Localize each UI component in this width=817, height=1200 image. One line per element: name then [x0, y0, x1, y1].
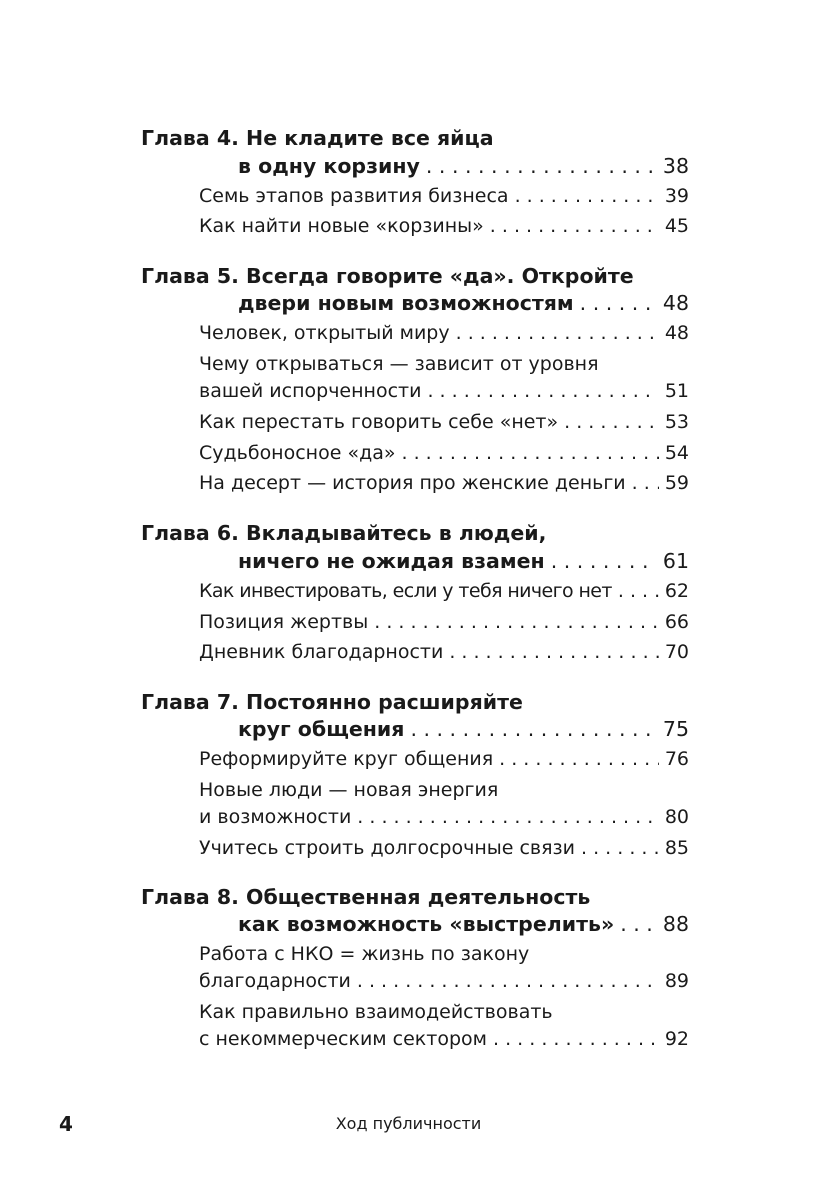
section-title: На десерт — история про женские деньги [199, 472, 626, 494]
chapter-6-title-cont: ничего не ожидая взамен [238, 549, 545, 573]
chapter-4-title-cont: в одну корзину [238, 154, 420, 178]
leader-dots [580, 291, 657, 315]
toc-entry[interactable] [199, 641, 689, 663]
chapter-8-entry[interactable] [238, 912, 689, 936]
page-number: 4 [59, 1112, 73, 1136]
leader-dots [493, 1028, 659, 1050]
section-title-cont: с некоммерческим сектором [199, 1028, 487, 1050]
leader-dots [456, 322, 659, 344]
section-page: 80 [664, 806, 689, 828]
chapter-7-entry[interactable] [238, 717, 689, 741]
chapter-5-title-cont: двери новым возможностям [238, 291, 574, 315]
leader-dots [551, 549, 657, 573]
leader-dots [374, 611, 659, 633]
section-title: Семь этапов развития бизнеса [199, 185, 509, 207]
toc-entry[interactable] [199, 380, 689, 402]
section-title: Как инвестировать, если у тебя ничего нет [199, 580, 612, 602]
chapter-5-title: Глава 5. Всегда говорите «да». Откройте [141, 264, 634, 288]
chapter-7-title-cont: круг общения [238, 717, 405, 741]
section-page: 48 [664, 322, 689, 344]
leader-dots [357, 970, 659, 992]
toc-entry[interactable] [199, 580, 689, 602]
section-title: Реформируйте круг общения [199, 748, 494, 770]
toc-entry[interactable] [199, 806, 689, 828]
section-title: Работа с НКО = жизнь по закону [199, 943, 530, 965]
chapter-8-title-cont: как возможность «выстрелить» [238, 912, 615, 936]
toc-entry[interactable] [199, 185, 689, 207]
section-title: Судьбоносное «да» [199, 442, 396, 464]
toc-entry[interactable] [199, 442, 689, 464]
leader-dots [632, 472, 659, 494]
section-title-cont: и возможности [199, 806, 352, 828]
chapter-4-page: 38 [662, 154, 689, 178]
section-title-cont: благодарности [199, 970, 351, 992]
leader-dots [490, 215, 659, 237]
leader-dots [515, 185, 659, 207]
chapter-4-title: Глава 4. Не кладите все яйца [141, 126, 494, 150]
section-page: 39 [664, 185, 689, 207]
chapter-6-title: Глава 6. Вкладывайтесь в людей, [141, 521, 547, 545]
toc-entry[interactable] [199, 837, 689, 859]
toc-entry[interactable] [199, 215, 689, 237]
leader-dots [402, 442, 659, 464]
chapter-6-entry[interactable] [238, 549, 689, 573]
section-page: 51 [664, 380, 689, 402]
chapter-4-entry[interactable] [238, 154, 689, 178]
section-title: Как найти новые «корзины» [199, 215, 484, 237]
section-title: Учитесь строить долгосрочные связи [199, 837, 575, 859]
leader-dots [410, 717, 656, 741]
toc-entry[interactable] [199, 411, 689, 433]
leader-dots [357, 806, 659, 828]
section-page: 62 [664, 580, 689, 602]
section-page: 59 [664, 472, 689, 494]
section-title: Чему открываться — зависит от уровня [199, 353, 599, 375]
leader-dots [620, 912, 657, 936]
leader-dots [449, 641, 659, 663]
section-title: Как правильно взаимодействовать [199, 1001, 553, 1023]
chapter-5-page: 48 [662, 291, 689, 315]
chapter-6-page: 61 [662, 549, 689, 573]
section-title: Новые люди — новая энергия [199, 779, 499, 801]
leader-dots [499, 748, 659, 770]
chapter-7-title: Глава 7. Постоянно расширяйте [141, 690, 523, 714]
leader-dots [426, 154, 657, 178]
section-title: Человек, открытый миру [199, 322, 450, 344]
section-page: 92 [664, 1028, 689, 1050]
leader-dots [564, 411, 659, 433]
chapter-5-entry[interactable] [238, 291, 689, 315]
leader-dots [581, 837, 659, 859]
section-title: Позиция жертвы [199, 611, 369, 633]
toc-entry[interactable] [199, 472, 689, 494]
chapter-8-page: 88 [662, 912, 689, 936]
leader-dots [427, 380, 658, 402]
section-page: 85 [664, 837, 689, 859]
section-page: 53 [664, 411, 689, 433]
section-page: 45 [664, 215, 689, 237]
leader-dots [618, 580, 659, 602]
toc-entry[interactable] [199, 970, 689, 992]
toc-entry[interactable] [199, 611, 689, 633]
section-page: 66 [664, 611, 689, 633]
section-title: Как перестать говорить себе «нет» [199, 411, 559, 433]
chapter-7-page: 75 [662, 717, 689, 741]
section-title: Дневник благодарности [199, 641, 444, 663]
section-page: 76 [664, 748, 689, 770]
section-page: 70 [664, 641, 689, 663]
section-page: 54 [664, 442, 689, 464]
toc-entry[interactable] [199, 322, 689, 344]
section-title-cont: вашей испорченности [199, 380, 422, 402]
toc-entry[interactable] [199, 748, 689, 770]
section-page: 89 [664, 970, 689, 992]
running-footer-title: Ход публичности [335, 1114, 482, 1133]
toc-entry[interactable] [199, 1028, 689, 1050]
chapter-8-title: Глава 8. Общественная деятельность [141, 885, 591, 909]
